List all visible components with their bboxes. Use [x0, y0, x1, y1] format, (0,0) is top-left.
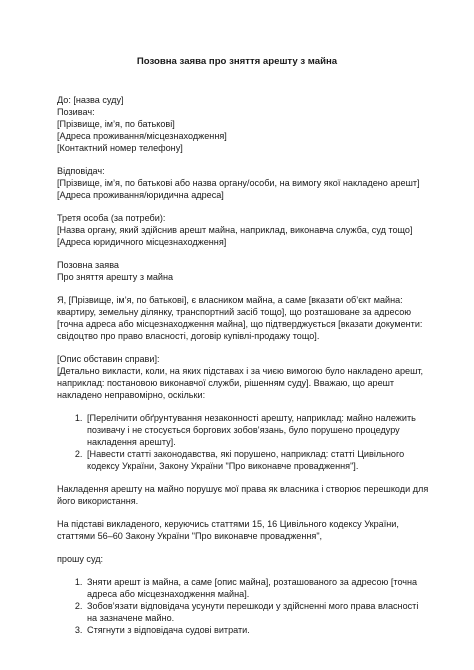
- list-item-line: 3. Стягнути з відповідача судові витрати.: [87, 625, 250, 635]
- list-item-line: позивачу і не стосується боргових зобов’язань, було порушено процедуру: [87, 425, 400, 435]
- plaintiff-name: [Прізвище, ім’я, по батькові]: [57, 119, 175, 129]
- defendant-name: [Прізвище, ім’я, по батькові або назва органу/особи, на вимогу якої накладено арешт]: [57, 178, 420, 188]
- paragraph-line: [точна адреса або місцезнаходження майна], що підтверджується [вказати документи:: [57, 319, 423, 329]
- document-body: [57, 94, 429, 636]
- defendant-label: Відповідач:: [57, 166, 105, 176]
- paragraph-line: [Опис обставин справи]:: [57, 354, 160, 364]
- claim-heading: Позовна заява: [57, 260, 119, 270]
- document-title: Позовна заява про зняття арешту з майна: [136, 56, 338, 67]
- request-line: прошу суд:: [57, 554, 104, 564]
- header-block: [57, 94, 417, 154]
- plaintiff-address: [Адреса проживання/місцезнаходження]: [57, 131, 227, 141]
- intro-paragraph: [57, 294, 423, 342]
- list-item: [85, 412, 417, 448]
- list-item: [85, 448, 417, 472]
- basis-paragraph: [57, 518, 417, 542]
- paragraph-line: Накладення арешту на майно порушує мої права як власника і створює перешкоди для: [57, 484, 429, 494]
- paragraph-line: [Детально викласти, коли, на яких підставах і за чиєю вимогою було накладено арешт,: [57, 366, 424, 376]
- paragraph-line: Я, [Прізвище, ім’я, по батькові], є власником майна, а саме [вказати об’єкт майна:: [57, 295, 403, 305]
- court-line: До: [назва суду]: [57, 95, 124, 105]
- paragraph-line: його використання.: [57, 496, 139, 506]
- claim-subject: Про зняття арешту з майна: [57, 272, 174, 282]
- defendant-address: [Адреса проживання/юридична адреса]: [57, 190, 224, 200]
- paragraph-line: На підставі викладеного, керуючись статтями 15, 16 Цивільного кодексу України,: [57, 519, 399, 529]
- paragraph-line: квартиру, земельну ділянку, транспортний засіб тощо], що розташоване за адресою: [57, 307, 412, 317]
- list-item-line: накладення арешту].: [87, 437, 176, 447]
- requests-list: [57, 576, 417, 636]
- list-item: [85, 576, 417, 600]
- list-item-line: 1. [Перелічити обґрунтування незаконності арешту, наприклад: майно належить: [87, 413, 416, 423]
- violation-paragraph: [57, 483, 429, 507]
- paragraph-line: наприклад: постановою виконавчої служби, рішенням суду]. Вважаю, що арешт: [57, 378, 395, 388]
- claim-heading-block: [57, 259, 417, 283]
- list-item-line: адреса або місцезнаходження майна].: [87, 589, 250, 599]
- third-party-address: [Адреса юридичного місцезнаходження]: [57, 237, 227, 247]
- list-item-line: на зазначене майно.: [87, 613, 175, 623]
- list-item-line: 1. Зняти арешт із майна, а саме [опис майна], розташованого за адресою [точна: [87, 577, 418, 587]
- plaintiff-phone: [Контактний номер телефону]: [57, 143, 183, 153]
- reasons-list: [57, 412, 417, 472]
- third-party-label: Третя особа (за потреби):: [57, 213, 166, 223]
- list-item: [85, 600, 417, 624]
- paragraph-line: свідоцтво про право власності, договір купівлі-продажу тощо].: [57, 331, 320, 341]
- paragraph-line: статтями 56–60 Закону України "Про виконавче провадження",: [57, 531, 323, 541]
- third-party-name: [Назва органу, який здійснив арешт майна, наприклад, виконавча служба, суд тощо]: [57, 225, 413, 235]
- defendant-block: [57, 165, 420, 201]
- list-item-line: 2. Зобов’язати відповідача усунути перешкоди у здійсненні мого права власності: [87, 601, 419, 611]
- third-party-block: [57, 212, 417, 248]
- list-item-line: кодексу України, Закону України "Про виконавче провадження"].: [87, 461, 359, 471]
- paragraph-line: накладено неправомірно, оскільки:: [57, 390, 206, 400]
- list-item-line: 2. [Навести статті законодавства, які порушено, наприклад: статті Цивільного: [87, 449, 405, 459]
- plaintiff-label: Позивач:: [57, 107, 95, 117]
- circumstances-paragraph: [57, 353, 424, 401]
- list-item: [85, 624, 417, 636]
